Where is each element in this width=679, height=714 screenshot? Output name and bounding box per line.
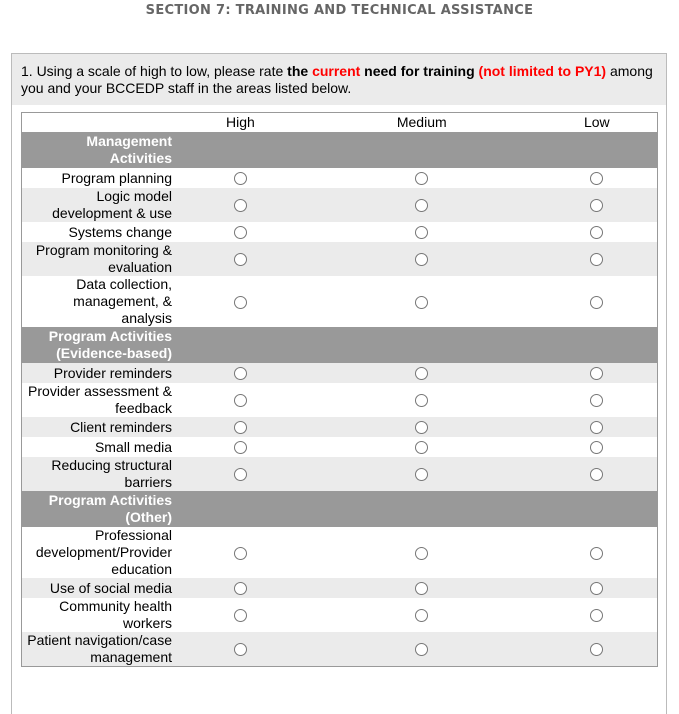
section-header-row (22, 491, 658, 527)
cell-low (537, 417, 658, 437)
question-text-bold: need for training (360, 63, 479, 79)
row-label: Program monitoring & evaluation (22, 242, 175, 276)
row-label: Community health workers (59, 598, 172, 631)
cell-high (174, 527, 307, 578)
cell-low (537, 242, 658, 276)
row-label: Program planning (61, 169, 172, 186)
table-row (22, 632, 658, 667)
cell-high (174, 598, 307, 632)
cell-medium (307, 222, 537, 242)
question-text-highlight: (not limited to PY1) (478, 63, 607, 79)
cell-high (174, 417, 307, 437)
radio-high[interactable] (234, 367, 247, 380)
cell-high (174, 632, 307, 667)
cell-low (537, 632, 658, 667)
table-row (22, 276, 658, 327)
radio-high[interactable] (234, 468, 247, 481)
radio-medium[interactable] (415, 547, 428, 560)
cell-high (174, 363, 307, 383)
radio-medium[interactable] (415, 199, 428, 212)
radio-high[interactable] (234, 441, 247, 454)
row-label: Professional development/Provider education (35, 527, 172, 577)
radio-medium[interactable] (415, 421, 428, 434)
cell-high (174, 383, 307, 417)
grid-header-row (22, 113, 658, 133)
radio-high[interactable] (234, 253, 247, 266)
row-label: Reducing structural barriers (22, 457, 175, 491)
radio-low[interactable] (590, 199, 603, 212)
table-row (22, 222, 658, 242)
question-panel (11, 53, 667, 714)
cell-medium (307, 598, 537, 632)
radio-high[interactable] (234, 296, 247, 309)
radio-low[interactable] (590, 421, 603, 434)
table-row (22, 188, 658, 222)
row-label: Client reminders (22, 417, 175, 437)
question-text-bold: the (287, 63, 313, 79)
row-label: Provider assessment & feedback (28, 383, 172, 416)
radio-low[interactable] (590, 394, 603, 407)
radio-high[interactable] (234, 643, 247, 656)
radio-low[interactable] (590, 172, 603, 185)
section-header-label: Program Activities (Other) (22, 491, 175, 527)
cell-low (537, 188, 658, 222)
section-header-fill (174, 327, 658, 363)
row-label: Provider reminders (22, 363, 175, 383)
cell-low (537, 222, 658, 242)
question-text-part: 1. Using a scale of high to low, please rate (21, 63, 288, 79)
table-row (22, 437, 658, 457)
radio-low[interactable] (590, 441, 603, 454)
radio-low[interactable] (590, 609, 603, 622)
cell-high (174, 276, 307, 327)
question-text-highlight: current (312, 63, 361, 79)
table-row (22, 457, 658, 491)
table-row (22, 598, 658, 632)
row-label: Logic model development & use (22, 188, 175, 222)
radio-low[interactable] (590, 582, 603, 595)
table-row (22, 417, 658, 437)
section-header-fill (174, 491, 658, 527)
cell-low (537, 578, 658, 598)
row-label: Use of social media (22, 578, 175, 598)
cell-high (174, 457, 307, 491)
radio-medium[interactable] (415, 468, 428, 481)
radio-medium[interactable] (415, 394, 428, 407)
cell-medium (307, 632, 537, 667)
radio-high[interactable] (234, 609, 247, 622)
radio-high[interactable] (234, 394, 247, 407)
radio-medium[interactable] (415, 226, 428, 239)
cell-medium (307, 527, 537, 578)
row-label: Systems change (68, 223, 172, 240)
radio-medium[interactable] (415, 172, 428, 185)
cell-low (537, 457, 658, 491)
radio-high[interactable] (234, 582, 247, 595)
column-header-high: High (226, 114, 255, 130)
radio-high[interactable] (234, 172, 247, 185)
radio-low[interactable] (590, 226, 603, 239)
radio-medium[interactable] (415, 609, 428, 622)
column-header-low: Low (583, 114, 610, 130)
cell-medium (307, 168, 537, 188)
cell-high (174, 188, 307, 222)
column-header-medium: Medium (396, 114, 447, 130)
question-text-part: among you and your BCCEDP staff in the areas listed below. (21, 63, 653, 96)
cell-high (174, 242, 307, 276)
cell-medium (307, 188, 537, 222)
section-header-row (22, 132, 658, 168)
table-row (22, 578, 658, 598)
radio-medium[interactable] (415, 582, 428, 595)
radio-medium[interactable] (415, 441, 428, 454)
cell-medium (307, 437, 537, 457)
radio-medium[interactable] (415, 253, 428, 266)
section-header-label: Management Activities (22, 132, 175, 168)
row-label: Patient navigation/case management (22, 632, 175, 667)
radio-medium[interactable] (415, 296, 428, 309)
radio-high[interactable] (234, 547, 247, 560)
radio-low[interactable] (590, 253, 603, 266)
cell-medium (307, 578, 537, 598)
cell-medium (307, 363, 537, 383)
radio-low[interactable] (590, 643, 603, 656)
cell-high (174, 578, 307, 598)
question-text (12, 54, 666, 105)
table-row (22, 168, 658, 188)
radio-medium[interactable] (415, 643, 428, 656)
section-header-label: Program Activities (Evidence-based) (22, 327, 175, 363)
radio-low[interactable] (590, 367, 603, 380)
cell-high (174, 437, 307, 457)
cell-low (537, 383, 658, 417)
cell-low (537, 363, 658, 383)
row-label: Data collection, management, & analysis (73, 276, 172, 326)
cell-low (537, 437, 658, 457)
table-row (22, 383, 658, 417)
rating-grid (21, 112, 658, 667)
cell-high (174, 222, 307, 242)
cell-medium (307, 383, 537, 417)
section-header-row (22, 327, 658, 363)
radio-high[interactable] (234, 421, 247, 434)
cell-low (537, 276, 658, 327)
table-row (22, 527, 658, 578)
section-title: SECTION 7: TRAINING AND TECHNICAL ASSISTANCE (145, 3, 534, 18)
table-row (22, 363, 658, 383)
cell-medium (307, 417, 537, 437)
radio-high[interactable] (234, 199, 247, 212)
section-header-fill (174, 132, 658, 168)
radio-low[interactable] (590, 468, 603, 481)
table-row (22, 242, 658, 276)
radio-low[interactable] (590, 296, 603, 309)
row-label: Small media (94, 438, 172, 455)
radio-medium[interactable] (415, 367, 428, 380)
cell-medium (307, 276, 537, 327)
cell-medium (307, 457, 537, 491)
radio-high[interactable] (234, 226, 247, 239)
cell-low (537, 168, 658, 188)
cell-high (174, 168, 307, 188)
cell-low (537, 527, 658, 578)
grid-header-blank (22, 113, 175, 133)
cell-medium (307, 242, 537, 276)
cell-low (537, 598, 658, 632)
radio-low[interactable] (590, 547, 603, 560)
